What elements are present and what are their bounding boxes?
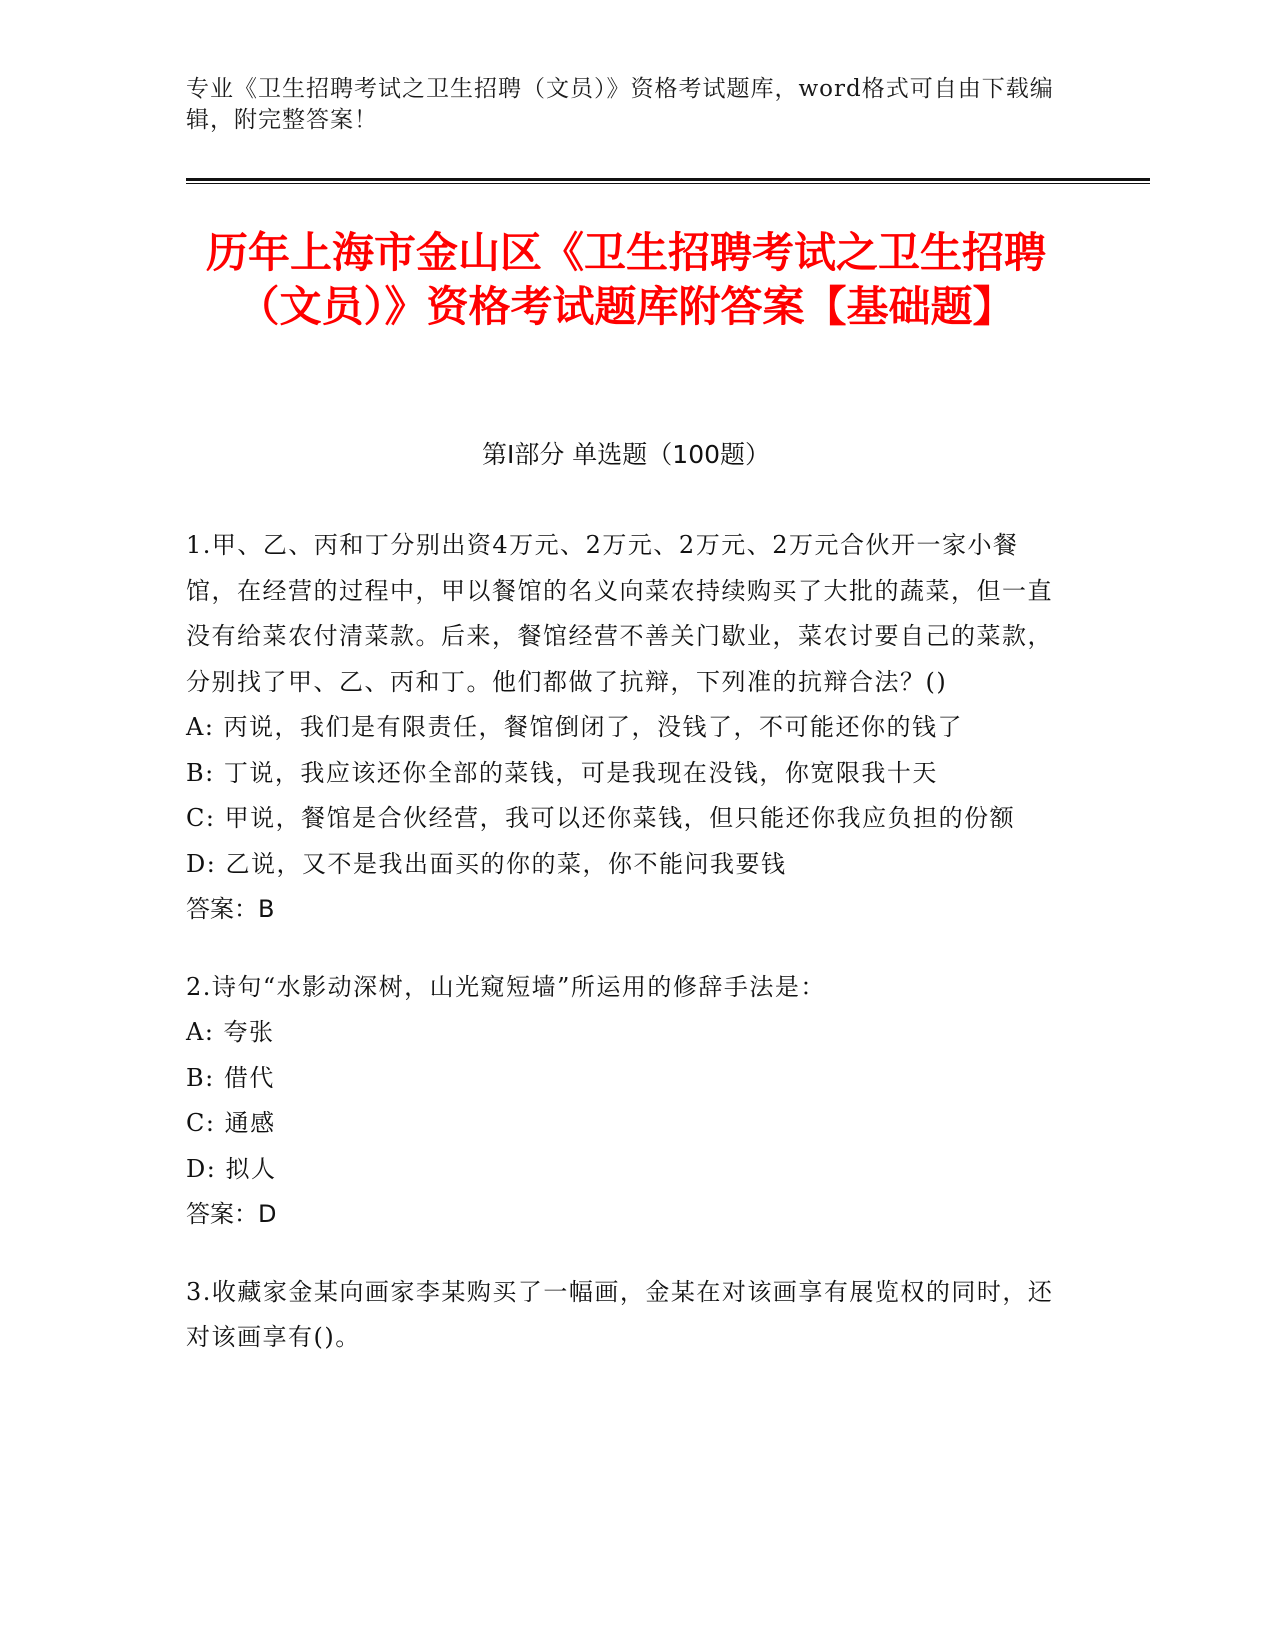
option-b: B: 丁说，我应该还你全部的菜钱，可是我现在没钱，你宽限我十天 [186, 758, 938, 787]
header-divider-thick [186, 178, 1150, 181]
question-stem: 1.甲、乙、丙和丁分别出资4万元、2万元、2万元、2万元合伙开一家小餐馆，在经营的过程中，甲以餐馆的名义向菜农持续购买了大批的蔬菜，但一直没有给菜农付清菜款。后来，餐馆经营不善关门歇业，菜农讨要自己的菜款，分别找了甲、乙、丙和丁。他们都做了抗辩，下列准的抗辩合法？() [186, 531, 1053, 696]
option-c: C: 甲说，餐馆是合伙经营，我可以还你菜钱，但只能还你我应负担的份额 [186, 804, 1016, 832]
answer-label: 答案：D [186, 1200, 277, 1228]
option-b: B: 借代 [186, 1063, 275, 1092]
header-note: 专业《卫生招聘考试之卫生招聘（文员）》资格考试题库，word格式可自由下载编辑，附完整答案！ [186, 76, 1054, 133]
header-divider-thin [186, 183, 1150, 184]
question-3 [186, 1270, 1066, 1361]
option-a: A: 夸张 [186, 1018, 275, 1046]
option-a: A: 丙说，我们是有限责任，餐馆倒闭了，没钱了，不可能还你的钱了 [186, 713, 964, 741]
option-c: C: 通感 [186, 1109, 276, 1137]
option-d: D: 乙说，又不是我出面买的你的菜，你不能问我要钱 [186, 849, 787, 878]
question-1 [186, 523, 1066, 933]
section-heading: 第I部分 单选题（100题） [481, 440, 771, 469]
question-2 [186, 965, 1066, 1238]
question-stem: 3.收藏家金某向画家李某购买了一幅画，金某在对该画享有展览权的同时，还对该画享有()。 [186, 1277, 1054, 1351]
option-d: D: 拟人 [186, 1154, 277, 1183]
question-list [186, 523, 1066, 1393]
question-stem: 2.诗句“水影动深树，山光窥短墙”所运用的修辞手法是： [186, 972, 826, 1001]
answer-label: 答案：B [186, 895, 275, 923]
document-title: 历年上海市金山区《卫生招聘考试之卫生招聘（文员）》资格考试题库附答案【基础题】 [205, 228, 1046, 331]
